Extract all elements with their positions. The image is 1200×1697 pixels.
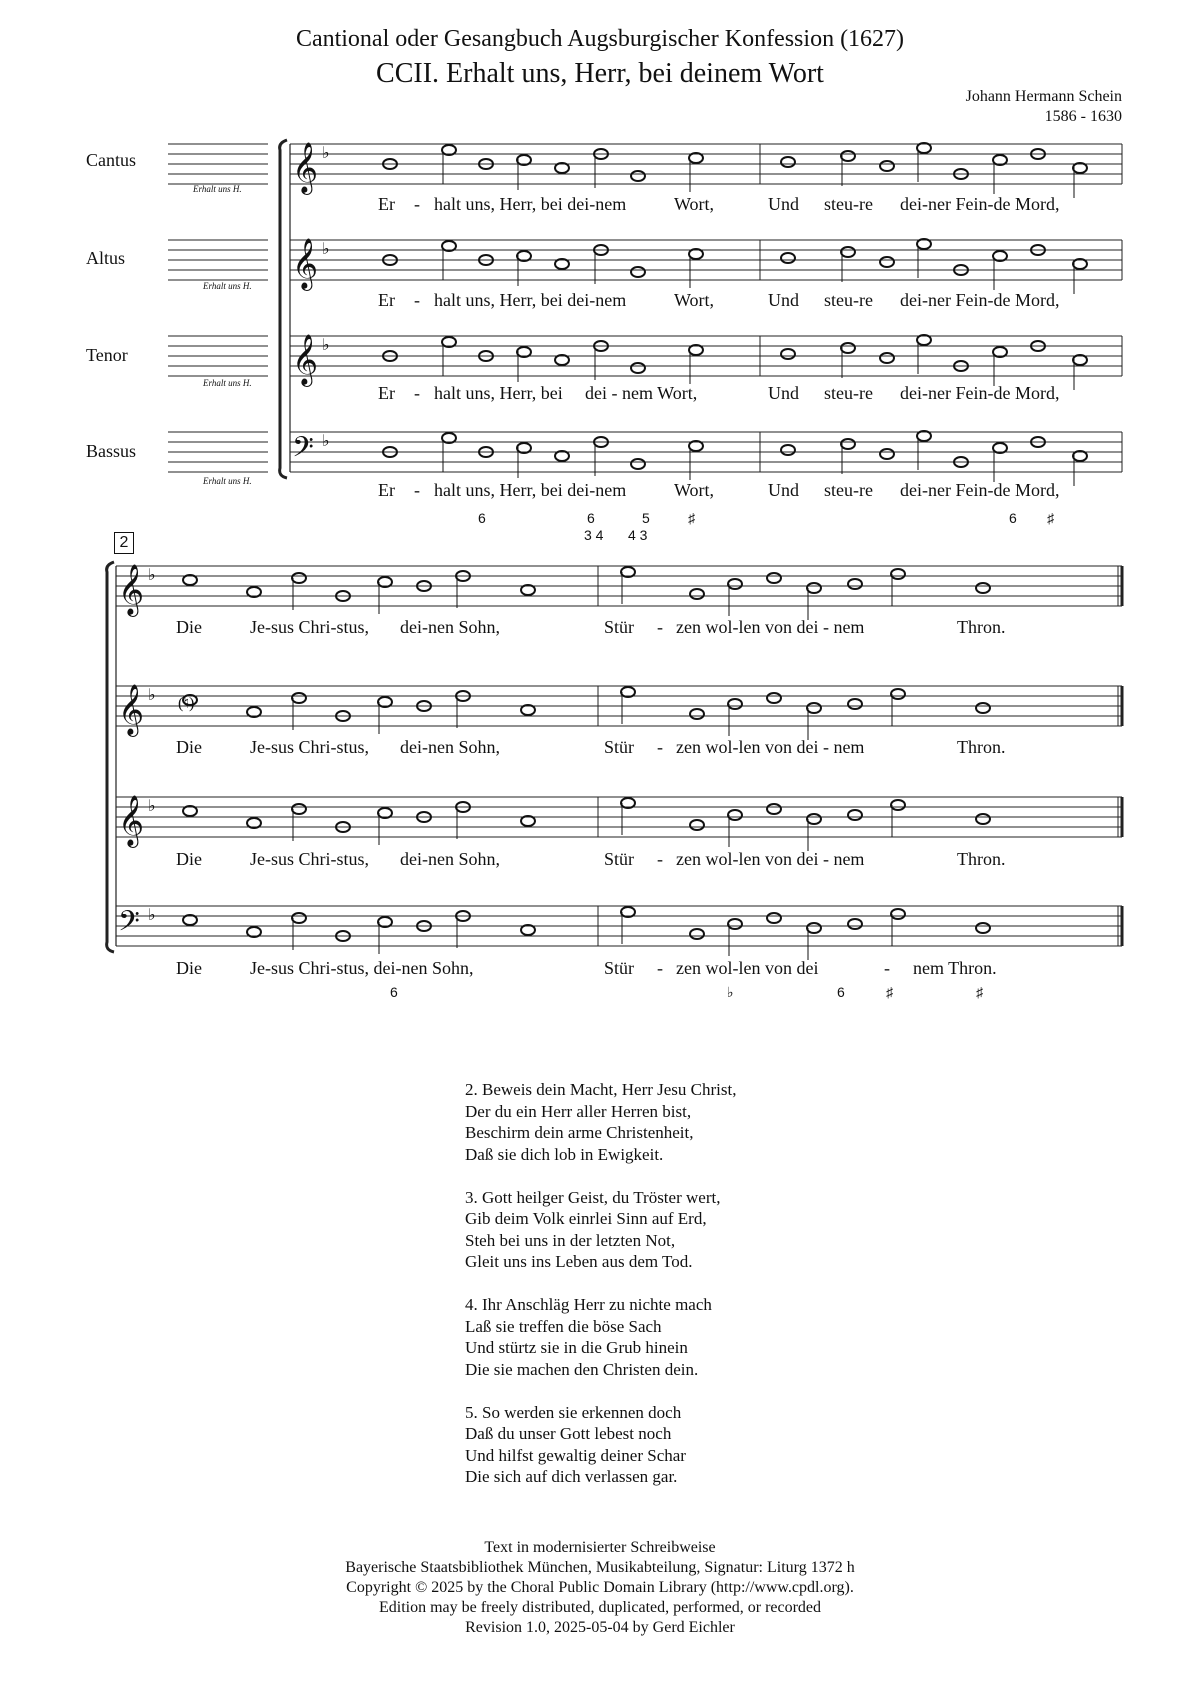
lyric-s2-bassus-6: -	[884, 958, 890, 978]
figure-s2-4: ♯	[886, 984, 893, 1000]
note-head	[841, 343, 855, 353]
piece-title: CCII. Erhalt uns, Herr, bei deinem Wort	[376, 58, 824, 89]
note-head	[631, 459, 645, 469]
note-head	[728, 579, 742, 589]
note-head	[976, 583, 990, 593]
lyric-s1-tenor-4: dei - nem Wort,	[585, 383, 698, 403]
verse-5	[465, 1402, 736, 1488]
lyric-s2-tenor-1: Die	[176, 849, 202, 869]
verse-line: Steh bei uns in der letzten Not,	[465, 1230, 676, 1250]
lyric-s1-tenor-6: steu-re	[824, 383, 873, 403]
note-head	[976, 814, 990, 824]
lyric-s1-bassus-7: dei-ner Fein-de Mord,	[900, 480, 1060, 500]
incipit-caption-altus: Erhalt uns H.	[203, 281, 252, 291]
lyric-s1-bassus-5: Und	[768, 480, 799, 500]
note-head	[891, 689, 905, 699]
note-head	[807, 814, 821, 824]
lyric-s2-altus-7: Thron.	[957, 737, 1006, 757]
lyric-s2-cantus-6: zen wol-len von dei - nem	[676, 617, 865, 637]
note-head	[880, 449, 894, 459]
note-head	[631, 363, 645, 373]
lyric-s2-altus-4: Stür	[604, 737, 635, 757]
verse-line: Gib deim Volk einrlei Sinn auf Erd,	[465, 1209, 707, 1228]
voice-label-cantus: Cantus	[86, 150, 137, 170]
note-head	[841, 247, 855, 257]
lyric-s1-bassus-2: -	[414, 480, 420, 500]
note-head	[807, 923, 821, 933]
lyric-s1-bassus-6: steu-re	[824, 480, 873, 500]
system-bracket	[107, 562, 114, 952]
verse-line: 5. So werden sie erkennen doch	[465, 1402, 682, 1422]
note-head	[880, 257, 894, 267]
verse-line: Gleit uns ins Leben aus dem Tod.	[465, 1252, 693, 1271]
lyric-s2-altus-5: -	[657, 737, 663, 757]
clef-icon: 𝄞	[292, 238, 319, 289]
note-head	[891, 569, 905, 579]
footer-license: Edition may be freely distributed, duplicated, performed, or recorded	[378, 1599, 822, 1616]
footer-copyright: Copyright © 2025 by the Choral Public Domain Library (http://www.cpdl.org).	[346, 1579, 854, 1596]
voice-label-tenor: Tenor	[86, 345, 128, 365]
lyric-s2-cantus-3: dei-nen Sohn,	[400, 617, 500, 637]
lyric-s2-cantus-4: Stür	[604, 617, 635, 637]
note-head	[292, 573, 306, 583]
lyric-s1-tenor-3: halt uns, Herr, bei	[434, 383, 563, 403]
figure-s1-4: ♯	[688, 510, 695, 526]
figure-s1-3: 5	[642, 510, 650, 526]
note-head	[807, 703, 821, 713]
footer-text-note: Text in modernisierter Schreibweise	[484, 1539, 716, 1556]
lyric-s2-tenor-3: dei-nen Sohn,	[400, 849, 500, 869]
additional-verses	[465, 1079, 736, 1509]
note-head	[728, 699, 742, 709]
lyric-s2-bassus-7: nem Thron.	[913, 958, 997, 978]
lyric-s1-altus-7: dei-ner Fein-de Mord,	[900, 290, 1060, 310]
key-flat-icon: ♭	[148, 905, 156, 924]
note-head	[848, 579, 862, 589]
figure-s2-1: 6	[390, 984, 398, 1000]
note-head	[891, 909, 905, 919]
lyric-s1-altus-6: steu-re	[824, 290, 873, 310]
note-head	[891, 800, 905, 810]
staff-lines	[107, 140, 1122, 952]
note-head	[690, 709, 704, 719]
system-bracket	[280, 140, 287, 478]
note-head	[841, 151, 855, 161]
verse-line: Laß sie treffen die böse Sach	[465, 1316, 662, 1336]
lyric-s2-bassus-3: Stür	[604, 958, 635, 978]
note-head	[292, 693, 306, 703]
figure-s1-5: 3 4	[584, 527, 604, 543]
note-head	[767, 693, 781, 703]
figure-s1-1: 6	[478, 510, 486, 526]
footer	[0, 1538, 1200, 1638]
lyric-s1-cantus-6: steu-re	[824, 194, 873, 214]
note-head	[690, 820, 704, 830]
note-head	[880, 353, 894, 363]
clef-icon: 𝄞	[292, 334, 319, 385]
lyric-s2-bassus-1: Die	[176, 958, 202, 978]
lyric-s1-tenor-7: dei-ner Fein-de Mord,	[900, 383, 1060, 403]
lyric-s1-cantus-4: Wort,	[674, 194, 715, 214]
lyric-s1-altus-5: Und	[768, 290, 799, 310]
note-head	[728, 810, 742, 820]
lyric-s2-cantus-1: Die	[176, 617, 202, 637]
note-head	[728, 919, 742, 929]
lyric-s1-tenor-2: -	[414, 383, 420, 403]
note-head	[848, 699, 862, 709]
clef-icon: 𝄞	[292, 142, 319, 193]
key-flat-icon: ♭	[322, 431, 330, 450]
lyric-s2-tenor-4: Stür	[604, 849, 635, 869]
lyric-s1-bassus-1: Er	[378, 480, 395, 500]
note-head	[880, 161, 894, 171]
lyric-s2-altus-1: Die	[176, 737, 202, 757]
lyric-s2-tenor-2: Je-sus Chri-stus,	[250, 849, 370, 869]
lyric-s2-tenor-7: Thron.	[957, 849, 1006, 869]
figure-s2-5: ♯	[976, 984, 983, 1000]
lyric-s1-cantus-7: dei-ner Fein-de Mord,	[900, 194, 1060, 214]
key-flat-icon: ♭	[148, 565, 156, 584]
lyric-s1-cantus-2: -	[414, 194, 420, 214]
verse-line: Die sie machen den Christen dein.	[465, 1359, 699, 1379]
note-head	[781, 253, 795, 263]
lyric-s2-cantus-7: Thron.	[957, 617, 1006, 637]
clef-icon: 𝄢	[292, 431, 314, 471]
key-flat-icon: ♭	[322, 143, 330, 162]
voice-label-bassus: Bassus	[86, 441, 137, 461]
note-head	[690, 929, 704, 939]
figure-s1-8: ♯	[1047, 510, 1054, 526]
lyric-s2-tenor-5: -	[657, 849, 663, 869]
verse-line: 3. Gott heilger Geist, du Tröster wert,	[465, 1187, 721, 1207]
note-head	[848, 919, 862, 929]
lyric-s2-altus-2: Je-sus Chri-stus,	[250, 737, 370, 757]
verse-3	[465, 1187, 736, 1273]
lyric-s2-altus-6: zen wol-len von dei - nem	[676, 737, 865, 757]
verse-line: Beschirm dein arme Christenheit,	[465, 1123, 694, 1142]
footer-source: Bayerische Staatsbibliothek München, Musikabteilung, Signatur: Liturg 1372 h	[345, 1559, 855, 1576]
note-head	[841, 439, 855, 449]
verse-line: Und stürtz sie in die Grub hinein	[465, 1338, 688, 1357]
voice-label-altus: Altus	[86, 248, 126, 268]
rehearsal-mark: 2	[114, 532, 134, 554]
lyric-s2-cantus-5: -	[657, 617, 663, 637]
note-head	[807, 583, 821, 593]
lyric-s1-altus-2: -	[414, 290, 420, 310]
collection-title: Cantional oder Gesangbuch Augsburgischer Konfession (1627)	[295, 26, 905, 52]
key-flat-icon: ♭	[148, 685, 156, 704]
note-head	[781, 349, 795, 359]
editorial-natural: (♮)	[178, 695, 195, 712]
figure-s1-2: 6	[587, 510, 595, 526]
figure-s2-3: 6	[837, 984, 845, 1000]
verse-line: Die sich auf dich verlassen gar.	[465, 1467, 678, 1486]
lyric-s2-tenor-6: zen wol-len von dei - nem	[676, 849, 865, 869]
lyric-s1-altus-1: Er	[378, 290, 395, 310]
figure-s1-7: 6	[1009, 510, 1017, 526]
note-head	[781, 445, 795, 455]
lyric-s2-cantus-2: Je-sus Chri-stus,	[250, 617, 370, 637]
note-head	[976, 923, 990, 933]
key-flat-icon: ♭	[322, 335, 330, 354]
verse-line: 2. Beweis dein Macht, Herr Jesu Christ,	[465, 1080, 737, 1099]
lyric-s1-altus-3: halt uns, Herr, bei dei-nem	[434, 290, 627, 310]
figure-s1-6: 4 3	[628, 527, 648, 543]
lyric-s2-bassus-5: zen wol-len von dei	[676, 958, 819, 978]
verse-2	[465, 1079, 736, 1165]
lyric-s1-cantus-3: halt uns, Herr, bei dei-nem	[434, 194, 627, 214]
lyric-s1-tenor-5: Und	[768, 383, 799, 403]
verse-line: Und hilfst gewaltig deiner Schar	[465, 1445, 686, 1465]
note-head	[292, 913, 306, 923]
note-head	[976, 703, 990, 713]
lyric-s2-altus-3: dei-nen Sohn,	[400, 737, 500, 757]
verse-4	[465, 1294, 736, 1380]
note-head	[292, 804, 306, 814]
lyric-s1-bassus-4: Wort,	[674, 480, 715, 500]
composer-dates: 1586 - 1630	[1044, 108, 1122, 125]
lyric-s1-cantus-5: Und	[768, 194, 799, 214]
incipit-caption-cantus: Erhalt uns H.	[193, 184, 242, 194]
lyric-s1-altus-4: Wort,	[674, 290, 715, 310]
lyric-s1-bassus-3: halt uns, Herr, bei dei-nem	[434, 480, 627, 500]
lyric-s1-cantus-1: Er	[378, 194, 395, 214]
note-head	[781, 157, 795, 167]
clef-icon: 𝄞	[118, 684, 145, 735]
verse-line: 4. Ihr Anschläg Herr zu nichte mach	[465, 1295, 712, 1314]
note-head	[767, 804, 781, 814]
note-head	[631, 171, 645, 181]
note-head	[690, 589, 704, 599]
clef-icon: 𝄢	[118, 905, 140, 945]
incipit-caption-tenor: Erhalt uns H.	[203, 378, 252, 388]
note-head	[767, 573, 781, 583]
clef-icon: 𝄞	[118, 795, 145, 846]
lyric-s2-bassus-2: Je-sus Chri-stus, dei-nen Sohn,	[250, 958, 474, 978]
key-flat-icon: ♭	[148, 796, 156, 815]
note-head	[631, 267, 645, 277]
verse-line: Daß du unser Gott lebest noch	[465, 1424, 672, 1443]
lyric-s2-bassus-4: -	[657, 958, 663, 978]
note-head	[767, 913, 781, 923]
composer-name: Johann Hermann Schein	[965, 88, 1122, 105]
figure-s2-2: ♭	[727, 984, 734, 1000]
key-flat-icon: ♭	[322, 239, 330, 258]
note-head	[848, 810, 862, 820]
verse-line: Daß sie dich lob in Ewigkeit.	[465, 1144, 664, 1164]
verse-line: Der du ein Herr aller Herren bist,	[465, 1101, 692, 1121]
footer-revision: Revision 1.0, 2025-05-04 by Gerd Eichler	[465, 1619, 735, 1636]
incipit-caption-bassus: Erhalt uns H.	[203, 476, 252, 486]
lyric-s1-tenor-1: Er	[378, 383, 395, 403]
clef-icon: 𝄞	[118, 564, 145, 615]
